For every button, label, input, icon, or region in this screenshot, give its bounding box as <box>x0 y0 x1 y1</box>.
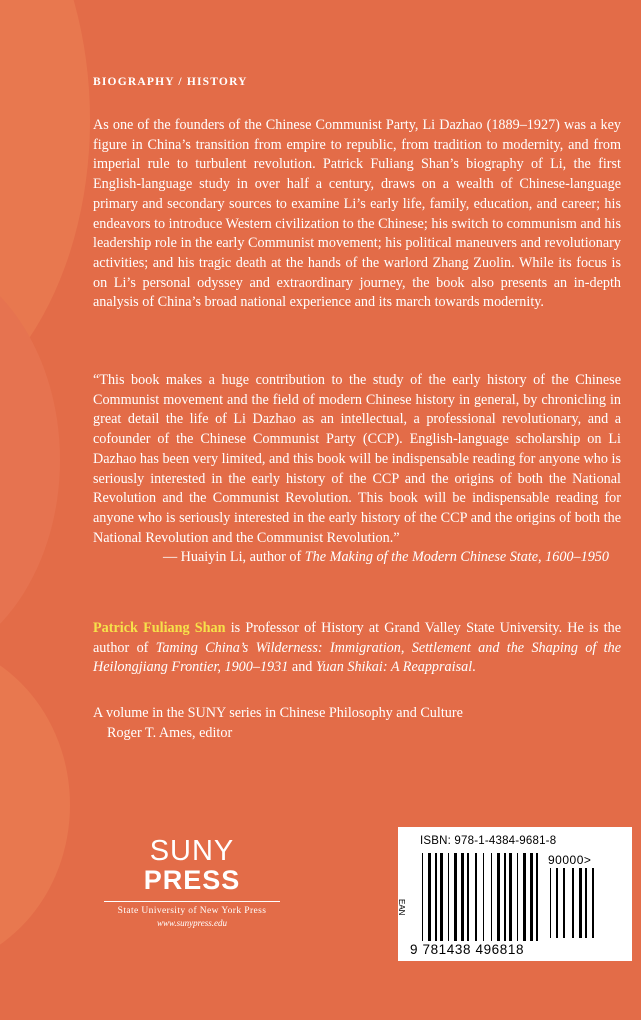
publisher-url: www.sunypress.edu <box>156 918 227 928</box>
barcode-bar <box>592 868 594 938</box>
barcode-bar <box>563 868 565 938</box>
endorsement-text: “This book makes a huge contribution to the study of the early history of the Chinese Communist movement and the field of modern Chinese history in general, by chronicling in great detail the life of Li Dazhao as an intellectual, a professional revolutionary, and a cofounder of the Chinese Communist Party (CCP). English-language scholarship on Li Dazhao has been very limited, and this book will be indispensable reading for anyone who is seriously interested in the early history of the CCP and the origins of both the National Revolution and the Communist Revolution. This book will be indispensable reading for anyone who is seriously interested in the early history of the CCP and the origins of both the National Revolution and the Communist Revolution.” <box>93 372 621 546</box>
barcode-bar <box>497 853 500 941</box>
barcode-bar <box>572 868 574 938</box>
isbn-text: ISBN: 978-1-4384-9681-8 <box>420 835 557 847</box>
barcode-bar <box>454 853 457 941</box>
publisher-logo <box>92 836 292 928</box>
barcode-bar <box>579 868 582 938</box>
barcode-bar <box>422 853 423 941</box>
barcode-bar <box>440 853 443 941</box>
barcode-bar <box>536 853 538 941</box>
addon-barcode <box>550 868 598 938</box>
author-bio-text-2: and <box>288 659 316 676</box>
barcode-bar <box>428 853 431 941</box>
author-name: Patrick Fuliang Shan <box>93 620 226 636</box>
endorsement-attribution <box>93 548 621 568</box>
barcode-bar <box>509 853 512 941</box>
barcode-bar <box>491 853 492 941</box>
ean-digits: 9 781438 496818 <box>410 942 525 957</box>
series-editor: Roger T. Ames, editor <box>107 724 233 741</box>
addon-digits: 90000> <box>548 853 592 867</box>
barcode-bar <box>435 853 437 941</box>
series-line: A volume in the SUNY series in Chinese Philosophy and Culture <box>93 705 463 721</box>
barcode-bar <box>461 853 464 941</box>
barcode-bar <box>475 853 477 941</box>
logo-suny-text: SUNY <box>149 835 235 867</box>
barcode-bar <box>448 853 449 941</box>
barcode-bar <box>504 853 506 941</box>
barcode-bar <box>550 868 551 938</box>
publisher-university: State University of New York Press <box>117 906 267 916</box>
barcode-bar <box>523 853 526 941</box>
attribution-book-title: The Making of the Modern Chinese State, 1600–1950 <box>304 549 609 566</box>
barcode-bar <box>483 853 484 941</box>
category-label: BIOGRAPHY / HISTORY <box>93 76 248 88</box>
background-circle-bottom <box>0 640 70 970</box>
barcode-bar <box>530 853 533 941</box>
barcode-bar <box>556 868 558 938</box>
logo-press-text: PRESS <box>143 865 241 895</box>
author-bio <box>93 619 621 678</box>
book-description: As one of the founders of the Chinese Communist Party, Li Dazhao (1889–1927) was a key figure in China’s transition from empire to republic, from tradition to modernity, and from imperial rule to turbulent revolution. Patrick Fuliang Shan’s biography of Li, the first English-language study in over half a century, draws on a wealth of Chinese-language primary and secondary sources to examine Li’s early life, family, education, and career; his endeavors to introduce Western civilization to the Chinese; his switch to communism and his leadership role in the early Communist movement; his political maneuvers and revolutionary activities; and his tragic death at the hands of the warlord Zhang Zuolin. While its focus is on Li’s personal odyssey and extraordinary journey, the book also presents an in-depth analysis of China’s broad national experience and its march towards modernity. <box>93 117 621 311</box>
author-bio-text-3: . <box>472 659 476 676</box>
author-bio-text-1: is Professor of History at Grand Valley State University. He is the author of <box>93 620 621 656</box>
ean-label: EAN <box>397 899 406 916</box>
barcode-bar <box>517 853 518 941</box>
author-book-2: Yuan Shikai: A Reappraisal <box>315 659 473 676</box>
logo-divider <box>104 901 280 902</box>
barcode-panel <box>398 827 632 961</box>
barcode-bar <box>467 853 469 941</box>
author-book-1: Taming China’s Wilderness: Immigration, Settlement and the Shaping of the Heilongjiang Frontier, 1900–1931 <box>93 639 621 676</box>
series-info <box>93 704 621 743</box>
barcode-bar <box>585 868 587 938</box>
ean-barcode <box>422 853 544 941</box>
endorsement <box>93 371 621 568</box>
attribution-prefix: — Huaiyin Li, author of <box>162 549 305 566</box>
